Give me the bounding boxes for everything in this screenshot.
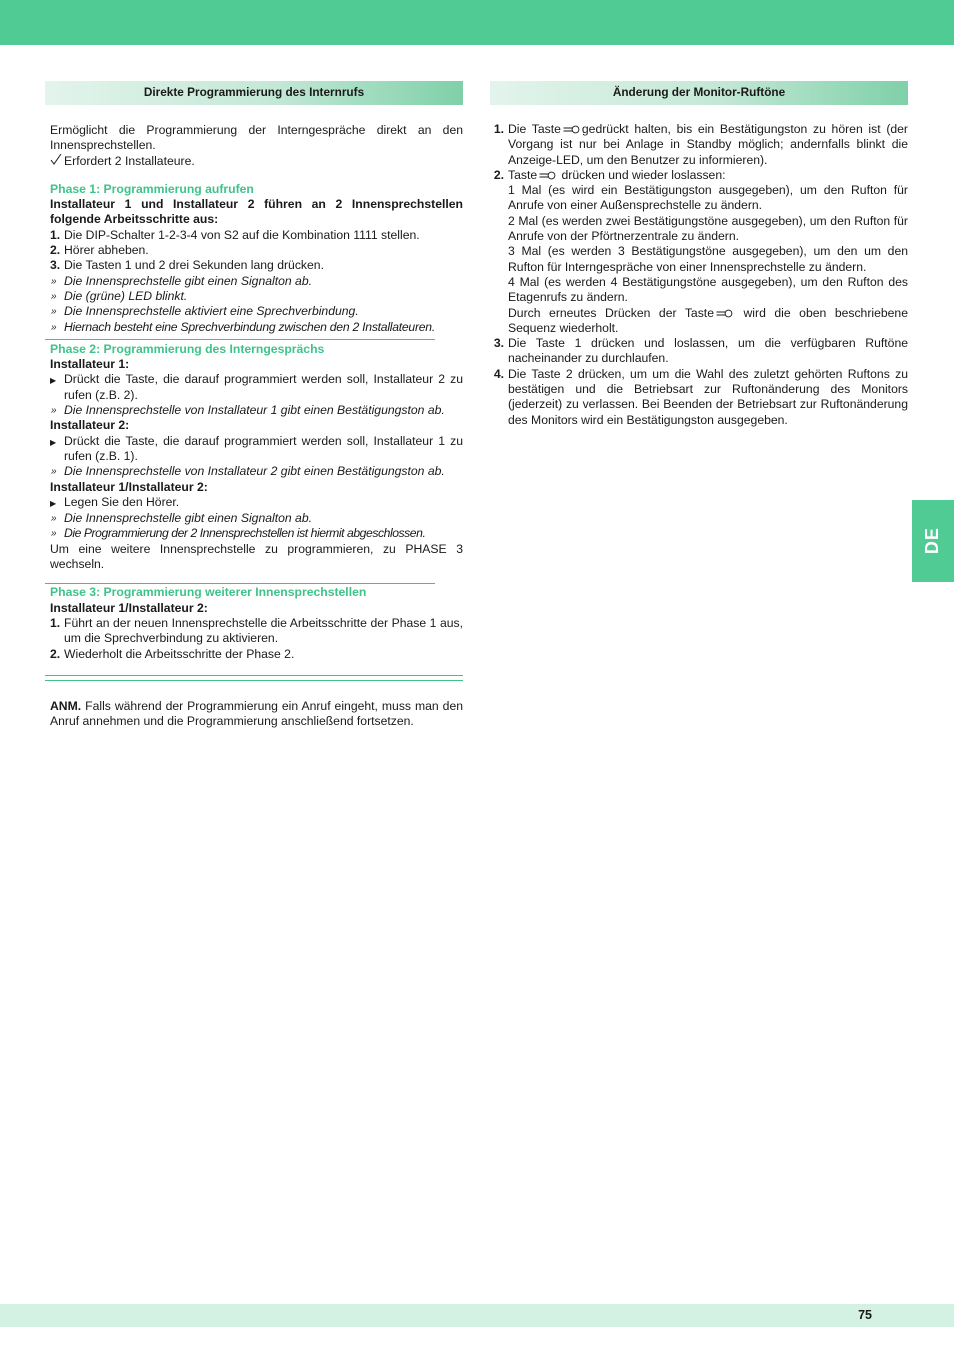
ruftone-option: 4 Mal (es werden 4 Bestätigungstöne ausgegeben), um den Rufton des Etagenrufs zu ändern. (508, 274, 908, 305)
result-text: Die Innensprechstelle gibt einen Signalton ab. (64, 273, 312, 288)
step-text: Die Taste 1 drücken und loslassen, um die verfügbaren Ruftöne nacheinander zu durchlaufen. (508, 336, 908, 366)
step-text: Die DIP-Schalter 1-2-3-4 von S2 auf die Kombination 1111 stellen. (64, 227, 420, 242)
installers-both-result (50, 511, 463, 526)
step-text: Die Taste 2 drücken, um um die Wahl des zuletzt gehörten Ruftons zu bestätigen und die Betriebsart zur Ruftonänderung des Monitors (jederzeit) zu verlassen. Bei Beenden der Betriebsart zur Ruftonänderung des Monitors wird ein Bestätigungston ausgegeben. (508, 366, 908, 427)
ruftone-option: 2 Mal (es werden zwei Bestätigungstöne ausgegeben), um den Rufton für Anrufe von der Pförtnerzentrale zu ändern. (508, 213, 908, 244)
step-text-after: gedrückt halten, bis ein Bestätigungston zu hören ist (der Vorgang ist nur bei Anlage in Standby möglich; andernfalls blinkt die Anzeige-LED, um den Benutzer zu informieren). (508, 122, 908, 167)
step-number: 2. (493, 167, 504, 182)
step-number: 1. (493, 122, 504, 136)
section-heading-ruftoene: Änderung der Monitor-Ruftöne (490, 81, 908, 105)
section-heading-internruf: Direkte Programmierung des Internrufs (45, 81, 463, 105)
result-marker-icon: » (51, 275, 57, 287)
phase2-title: Phase 2: Programmierung des Interngesprächs (50, 341, 325, 356)
result-marker-icon: » (51, 528, 57, 540)
phase1-title: Phase 1: Programmierung aufrufen (50, 181, 254, 196)
result-text: Die (grüne) LED blinkt. (64, 288, 188, 303)
result-marker-icon: » (51, 306, 57, 318)
installers-both-result (50, 526, 463, 541)
installer2-result (50, 464, 463, 479)
step-number: 2. (50, 243, 61, 258)
phase3-label: Installateur 1/Installateur 2: (50, 600, 208, 615)
installer1-action (50, 372, 463, 403)
result-marker-icon: » (51, 321, 57, 333)
step-text: Wiederholt die Arbeitsschritte der Phase 2. (64, 646, 295, 661)
installer2-action (50, 434, 463, 465)
result-text: Die Programmierung der 2 Innensprechstellen ist hiermit abgeschlossen. (64, 526, 426, 541)
phase1-result (50, 289, 463, 304)
phase1-result (50, 320, 463, 335)
ruftone-option: 1 Mal (es wird ein Bestätigungston ausgegeben), um den Rufton für Anrufe von einer Außensprechstelle zu ändern. (508, 183, 908, 213)
step-number: 1. (50, 615, 61, 630)
key-icon (563, 125, 580, 134)
arrow-right-icon: ▶ (50, 376, 57, 386)
result-text: Die Innensprechstelle von Installateur 1 gibt einen Bestätigungston ab. (64, 403, 445, 418)
phase1-lead: Installateur 1 und Installateur 2 führen an 2 Innensprechstellen folgende Arbeitsschritte aus: (50, 197, 463, 227)
ruftone-step (490, 367, 908, 428)
action-text: Drückt die Taste, die darauf programmiert werden soll, Installateur 1 zu rufen (z.B. 1). (64, 433, 463, 463)
note-label: ANM. (50, 698, 82, 713)
language-tab-label: DE (922, 527, 943, 555)
repeat-text-after: wird die oben beschriebene Sequenz wiederholt. (508, 305, 908, 335)
phase3-step (50, 616, 463, 647)
arrow-right-icon: ▶ (50, 437, 57, 447)
phase2-tail: Um eine weitere Innensprechstelle zu programmieren, zu PHASE 3 wechseln. (50, 541, 463, 572)
note (50, 699, 463, 730)
installers-both-label: Installateur 1/Installateur 2: (50, 479, 208, 494)
step-number: 1. (50, 227, 61, 242)
step-number: 4. (493, 366, 504, 381)
phase1-step (50, 258, 463, 273)
phase1-step (50, 243, 463, 258)
installer1-label: Installateur 1: (50, 357, 130, 372)
phase3-title: Phase 3: Programmierung weiterer Innensprechstellen (50, 585, 367, 600)
phase-divider (45, 572, 435, 584)
result-marker-icon: » (51, 290, 57, 302)
ruftone-step (490, 336, 908, 367)
arrow-right-icon: ▶ (50, 498, 57, 508)
ruftone-step (490, 168, 908, 336)
ruftone-step (490, 122, 908, 168)
key-icon (539, 171, 556, 180)
result-text: Die Innensprechstelle aktiviert eine Sprechverbindung. (64, 304, 359, 319)
ruftone-repeat (508, 306, 908, 337)
step-text (508, 168, 908, 336)
installers-both-action (50, 495, 463, 511)
result-marker-icon: » (51, 466, 57, 478)
step-text-after: drücken und wieder loslassen: (561, 167, 726, 182)
step-number: 2. (50, 646, 61, 661)
step-number: 3. (493, 336, 504, 351)
phase1-step (50, 228, 463, 243)
right-column (490, 81, 908, 428)
result-text: Die Innensprechstelle gibt einen Signalton ab. (64, 511, 312, 526)
ruftone-option: 3 Mal (es werden 3 Bestätigungstöne ausgegeben), um den um den Rufton für Interngespräche von einer Innensprechstelle zu ändern. (508, 244, 908, 274)
key-icon (716, 309, 733, 318)
installer1-result (50, 403, 463, 418)
step-text: Die Tasten 1 und 2 drei Sekunden lang drücken. (64, 258, 324, 273)
step-text-before: Die Taste (508, 122, 561, 136)
requirement-text: Erfordert 2 Installateure. (64, 153, 195, 168)
requirement-line (50, 154, 463, 169)
left-column (45, 81, 463, 729)
step-text-before: Taste (508, 167, 538, 182)
intro-text: Ermöglicht die Programmierung der Interngespräche direkt an den Innensprechstellen. (50, 123, 463, 153)
repeat-text-before: Durch erneutes Drücken der Taste (508, 305, 714, 320)
step-text: Hörer abheben. (64, 243, 149, 258)
step-text: Führt an der neuen Innensprechstelle die Arbeitsschritte der Phase 1 aus, um die Sprechverbindung zu aktivieren. (64, 615, 463, 646)
language-tab (912, 500, 954, 582)
phase1-result (50, 304, 463, 319)
installer2-label: Installateur 2: (50, 418, 130, 433)
result-text: Hiernach besteht eine Sprechverbindung zwischen den 2 Installateuren. (64, 319, 435, 334)
page-number: 75 (858, 1308, 872, 1322)
result-text: Die Innensprechstelle von Installateur 2 gibt einen Bestätigungston ab. (64, 464, 445, 479)
check-icon (50, 154, 64, 169)
step-number: 3. (50, 258, 61, 273)
step-text (508, 122, 908, 168)
phase1-result (50, 274, 463, 289)
result-marker-icon: » (51, 513, 57, 525)
action-text: Legen Sie den Hörer. (64, 494, 180, 509)
phase3-step (50, 647, 463, 662)
note-text: Falls während der Programmierung ein Anruf eingeht, muss man den Anruf annehmen und die Programmierung anschließend fortsetzen. (50, 698, 464, 729)
footer-band (0, 1304, 954, 1327)
result-marker-icon: » (51, 405, 57, 417)
action-text: Drückt die Taste, die darauf programmiert werden soll, Installateur 2 zu rufen (z.B. 2). (64, 372, 463, 402)
header-band (0, 0, 954, 45)
